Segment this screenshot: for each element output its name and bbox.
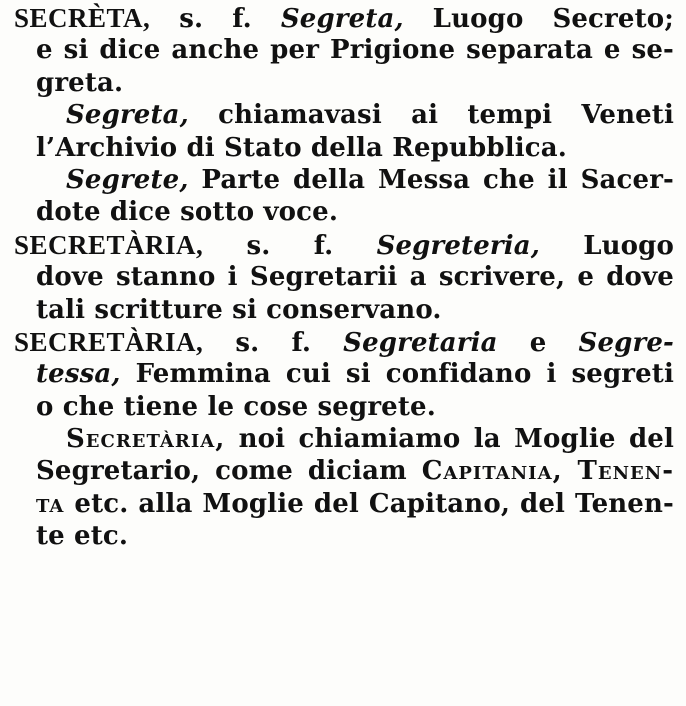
subentry-segrete [14, 164, 674, 229]
entry-line [14, 326, 674, 358]
definition-text: e si dice anche per Prigione separata e se- [36, 35, 674, 66]
entry-secretaria-segretaria [14, 326, 674, 423]
entry-line [14, 423, 674, 455]
italian-equivalent: Segre- [578, 327, 674, 358]
definition-text: Femmina cui si confidano i segreti [120, 359, 674, 390]
definition-text: te etc. [36, 521, 129, 552]
definition-text: l’Archivio di Stato della Repubblica. [36, 132, 567, 163]
entry-line [14, 391, 674, 423]
entry-secreta [14, 2, 674, 99]
italian-equivalent: Segretaria [343, 327, 498, 358]
italian-equivalent: Segrete, [66, 164, 189, 195]
definition-text: dote dice sotto voce. [36, 197, 339, 228]
italian-equivalent: tessa, [36, 359, 121, 390]
small-caps-term: Tenen- [577, 456, 674, 487]
headword: SECRETÀRIA, [14, 326, 204, 357]
small-caps-term: ta [36, 488, 65, 519]
definition-text: Luogo Secreto; [403, 4, 674, 34]
entry-line [14, 99, 674, 131]
definition-text: etc. alla Moglie del Capitano, del Tenen- [64, 488, 674, 519]
grammar-label: s. f. [203, 230, 377, 261]
grammar-label: s. f. [203, 327, 344, 358]
subentry-segreta [14, 99, 674, 164]
entry-line [14, 229, 674, 261]
entry-line [14, 34, 674, 66]
italian-equivalent: Segreta, [280, 4, 404, 34]
entry-line [14, 488, 674, 520]
definition-text: Parte della Messa che il Sacer- [188, 164, 674, 195]
definition-text: e [497, 327, 579, 358]
entry-secretaria-segreteria [14, 229, 674, 326]
small-caps-term: Secretària, [66, 424, 226, 455]
entry-line [14, 67, 674, 99]
headword: SECRETÀRIA, [14, 229, 204, 260]
definition-text: Luogo [539, 230, 674, 261]
italian-equivalent: Segreta, [66, 100, 189, 131]
definition-text: tali scritture si conservano. [36, 294, 442, 325]
entry-line [14, 261, 674, 293]
definition-text [563, 456, 578, 486]
definition-text: chiamavasi ai tempi Veneti [188, 100, 674, 131]
definition-text: o che tiene le cose segrete. [36, 391, 436, 422]
entry-line [14, 196, 674, 228]
definition-text: noi chiamiamo la Moglie del [225, 424, 674, 455]
entry-line [14, 132, 674, 164]
entry-line [14, 520, 674, 552]
definition-text: dove stanno i Segretarii a scrivere, e dove [36, 262, 674, 293]
subentry-secretaria-wife [14, 423, 674, 553]
grammar-label: s. f. [150, 4, 281, 34]
dictionary-page [14, 2, 674, 553]
entry-line [14, 455, 674, 487]
entry-line [14, 294, 674, 326]
small-caps-term: Capitania, [421, 456, 563, 487]
entry-line [14, 2, 674, 34]
entry-line [14, 358, 674, 390]
definition-text: greta. [36, 67, 124, 98]
entry-line [14, 164, 674, 196]
definition-text: Segretario, come diciam [36, 456, 422, 487]
italian-equivalent: Segreteria, [376, 230, 540, 261]
headword: SECRÈTA, [14, 3, 151, 33]
